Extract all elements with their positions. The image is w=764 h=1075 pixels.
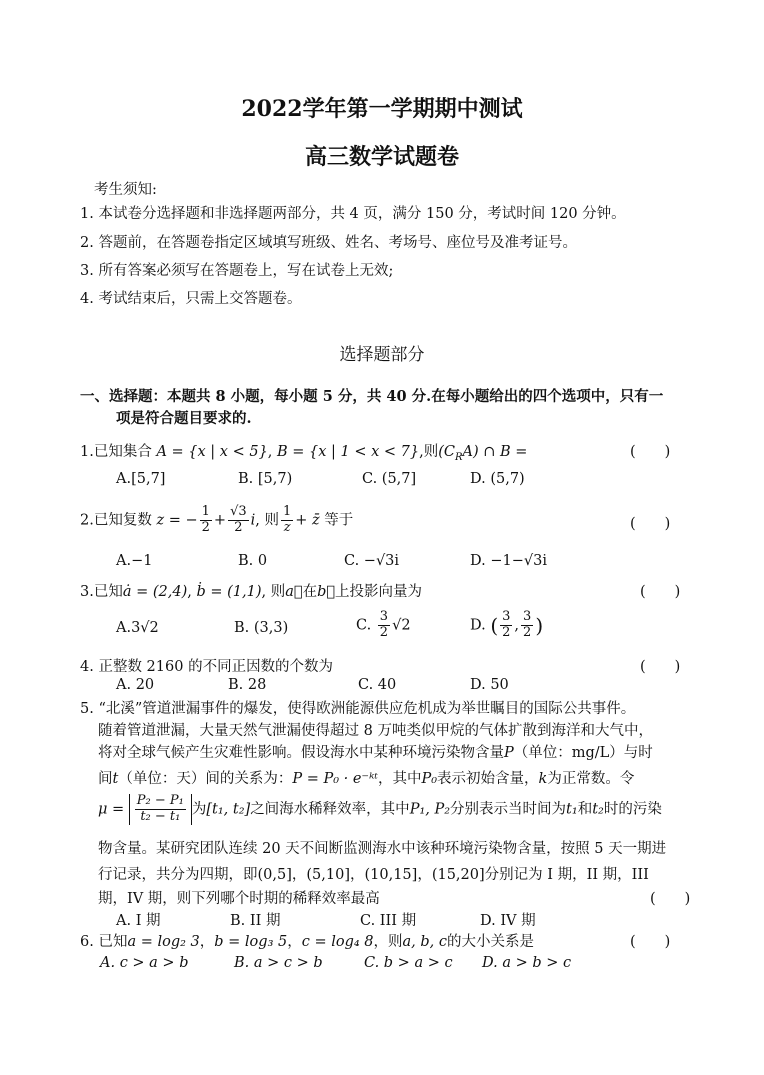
- fraction-numerator: P₂ − P₁: [136, 793, 184, 808]
- fraction-numerator: 1: [282, 504, 292, 519]
- q4-option-d: D. 50: [470, 677, 509, 693]
- notice-item: 1. 本试卷分选择题和非选择题两部分，共 4 页，满分 150 分，考试时间 120 分钟。: [80, 206, 626, 222]
- q4-option-b: B. 28: [228, 677, 267, 693]
- q2-tail: 等于: [324, 512, 354, 529]
- decay-formula: P = P₀ · e⁻ᵏᵗ: [292, 771, 378, 787]
- q6-option-c: C. b > a > c: [364, 955, 453, 971]
- text: 之间海水稀释效率，其中: [250, 801, 410, 818]
- q3-on: 在: [302, 584, 318, 600]
- question-1: 1.已知集合 A = {x | x < 5}, B = {x | 1 < x < 7},则$(C_RA)$ ∩ B =: [80, 444, 528, 463]
- q6-stem: 6. 已知: [80, 934, 128, 950]
- q2-option-c: C. −√3i: [344, 553, 400, 569]
- q3-then: , 则: [261, 584, 286, 600]
- notice-item: 2. 答题前，在答题卷指定区域填写班级、姓名、考场号、座位号及准考证号。: [80, 235, 577, 251]
- q2-z: z = −: [156, 512, 198, 529]
- question-4: 4. 正整数 2160 的不同正因数的个数为: [80, 659, 334, 675]
- answer-bracket: ( ): [630, 934, 671, 950]
- q2-stem: 已知复数: [93, 512, 152, 529]
- fraction: [135, 794, 186, 825]
- fraction-numerator: √3: [230, 504, 247, 519]
- answer-bracket: ( ): [640, 659, 681, 675]
- fraction-denominator: t₂ − t₁: [140, 808, 181, 824]
- fraction-numerator: 1: [201, 504, 210, 519]
- option-tail: √2: [392, 617, 411, 634]
- var-t1: t₁: [566, 801, 578, 818]
- fraction-numerator: 3: [502, 609, 511, 624]
- q3-option-c: [356, 610, 411, 641]
- interval: (0,5]: [257, 867, 292, 883]
- q3-stem: 已知: [93, 584, 123, 600]
- q4-option-c: C. 40: [358, 677, 397, 693]
- q3-b: b⃗: [317, 584, 336, 600]
- q2-number: 2.: [80, 512, 94, 529]
- q3-number: 3.: [80, 584, 94, 600]
- q3-vector-a: ȧ = (2,4): [122, 584, 188, 600]
- q4-option-a: A. 20: [116, 677, 155, 693]
- question-6: 6. 已知a = log₂ 3，b = log₃ 5，c = log₄ 8，则a, b, c的大小关系是: [80, 934, 534, 950]
- fraction: [521, 610, 533, 641]
- answer-bracket: ( ): [630, 516, 671, 532]
- q5-line: 期，IV 期，则下列哪个时期的稀释效率最高: [98, 891, 380, 907]
- q6-vars: a, b, c: [402, 934, 447, 950]
- q2-conjugate: + z̄: [295, 512, 320, 529]
- q6-option-d: D. a > b > c: [482, 955, 572, 971]
- q2-option-b: B. 0: [238, 553, 268, 569]
- interval: (5,10]: [306, 867, 350, 883]
- fraction: [500, 610, 512, 641]
- q6-tail: 的大小关系是: [447, 934, 534, 950]
- q1-option-b: B. [5,7): [238, 471, 293, 487]
- q1-complement: (C: [438, 444, 456, 460]
- q6-b: b = log₃ 5: [214, 934, 288, 950]
- q5-option-d: D. IV 期: [480, 913, 536, 929]
- fraction-numerator: 3: [379, 609, 389, 624]
- q1-set-b: B = {x | 1 < x < 7}: [277, 444, 420, 460]
- notice-item: 3. 所有答案必须写在答题卷上，写在试卷上无效;: [80, 263, 394, 279]
- q5-option-a: A. I 期: [116, 913, 161, 929]
- fraction: [378, 610, 390, 641]
- q3-tail: 上投影向量为: [335, 584, 423, 600]
- text: 时的污染: [603, 801, 662, 818]
- text: 分别记为 I 期，II 期，III: [484, 867, 649, 883]
- option-label: C.: [356, 617, 372, 634]
- question-2: [80, 505, 353, 536]
- option-label: D.: [470, 617, 486, 634]
- q5-line: [98, 767, 634, 788]
- notice-item: 4. 考试结束后，只需上交答题卷。: [80, 291, 302, 307]
- q1-expression: A) ∩ B =: [462, 444, 528, 460]
- fraction-denominator: 2: [523, 624, 532, 640]
- fraction-denominator: z: [283, 519, 291, 535]
- q1-universe: R: [455, 451, 463, 463]
- answer-bracket: ( ): [650, 891, 691, 907]
- q2-option-d: D. −1−√3i: [470, 553, 547, 569]
- exam-subtitle: 高三数学试题卷: [304, 144, 459, 170]
- q1-then: ,则: [419, 444, 439, 460]
- interval: (15,20]: [431, 867, 485, 883]
- q3-option-d: D. ( $\frac{3}{2}$ , $\frac{3}{2}$ ): [470, 609, 544, 640]
- q6-c: c = log₄ 8: [301, 934, 374, 950]
- interval: (10,15]: [364, 867, 418, 883]
- var-t: t: [112, 771, 119, 787]
- q5-option-c: C. III 期: [360, 913, 417, 929]
- notice-heading: 考生须知:: [94, 182, 157, 198]
- q6-option-b: B. a > c > b: [234, 955, 323, 971]
- q2-then: , 则: [255, 512, 279, 529]
- text: （单位：天）间的关系为：: [118, 771, 293, 787]
- q5-line: [98, 741, 653, 762]
- text: 行记录，共分为四期，即: [98, 867, 258, 883]
- q3-option-a: A.3√2: [116, 620, 159, 636]
- q2-fraction-2: [228, 505, 249, 536]
- q5-line: [98, 794, 662, 825]
- exam-title: 2022学年第一学期期中测试: [241, 96, 523, 122]
- q2-plus: +: [213, 512, 227, 529]
- q6-then: ，则: [373, 934, 403, 950]
- q1-option-c: C. (5,7]: [362, 471, 417, 487]
- text: 间: [98, 771, 113, 787]
- absolute-value: [129, 794, 192, 825]
- var-t2: t₂: [592, 801, 604, 818]
- answer-bracket: ( ): [630, 444, 671, 460]
- q1-set-a: A = {x | x < 5}: [156, 444, 268, 460]
- text: 分别表示当时间为: [450, 801, 567, 818]
- fraction-denominator: 2: [234, 519, 243, 535]
- section-title: 选择题部分: [339, 345, 425, 365]
- q1-option-d: D. (5,7): [470, 471, 525, 487]
- q1-stem: 已知集合: [93, 444, 152, 460]
- text: ，其中: [377, 771, 422, 787]
- q3-vector-b: ḃ = (1,1): [196, 584, 262, 600]
- var-p0: P₀: [421, 771, 438, 787]
- q6-option-a: A. c > a > b: [100, 955, 189, 971]
- text: 为正常数。令: [547, 771, 635, 787]
- q2-imag-unit: i: [250, 512, 256, 529]
- q2-fraction-3: [281, 505, 293, 536]
- q5-line: 5. “北溪”管道泄漏事件的爆发，使得欧洲能源供应危机成为举世瞩目的国际公共事件。: [80, 701, 636, 717]
- q1-option-a: A.[5,7]: [116, 471, 166, 487]
- answer-bracket: ( ): [640, 584, 681, 600]
- fraction-denominator: 2: [379, 624, 389, 640]
- vars-p: P₁, P₂: [409, 801, 451, 818]
- q2-fraction-1: [200, 505, 212, 536]
- var-mu: μ =: [98, 801, 125, 818]
- part-instructions: 一、选择题：本题共 8 小题，每小题 5 分，共 40 分.在每小题给出的四个选项中，只有一: [80, 388, 664, 405]
- q3-a: a⃗: [285, 584, 303, 600]
- fraction-numerator: 3: [523, 609, 532, 624]
- q5-option-b: B. II 期: [230, 913, 281, 929]
- q3-option-b: B. (3,3): [234, 620, 289, 636]
- q5-line: 行记录，共分为四期，即(0,5]，(5,10]，(10,15]，(15,20]分别记为 I 期，II 期，III: [98, 867, 649, 883]
- var-p: P: [504, 745, 514, 761]
- var-k: k: [538, 771, 548, 787]
- part-instructions-cont: 项是符合题目要求的.: [116, 410, 252, 427]
- q5-line: 随着管道泄漏，大量天然气泄漏使得超过 8 万吨类似甲烷的气体扩散到海洋和大气中，: [98, 723, 653, 739]
- interval: [t₁, t₂]: [206, 801, 251, 818]
- text: 为: [191, 801, 207, 818]
- fraction-denominator: 2: [502, 624, 511, 640]
- q5-line: 物含量。某研究团队连续 20 天不间断监测海水中该种环境污染物含量，按照 5 天一期进: [98, 841, 667, 857]
- text: （单位：mg/L）与时: [513, 745, 653, 761]
- text: 表示初始含量，: [437, 771, 539, 787]
- text: 和: [577, 801, 593, 818]
- q1-number: 1.: [80, 444, 94, 460]
- question-3: [80, 580, 422, 601]
- q2-option-a: A.−1: [116, 553, 153, 569]
- text: 将对全球气候产生灾难性影响。假设海水中某种环境污染物含量: [98, 745, 504, 761]
- fraction-denominator: 2: [201, 519, 210, 535]
- q6-a: a = log₂ 3: [127, 934, 200, 950]
- q3-separator: ,: [187, 584, 197, 600]
